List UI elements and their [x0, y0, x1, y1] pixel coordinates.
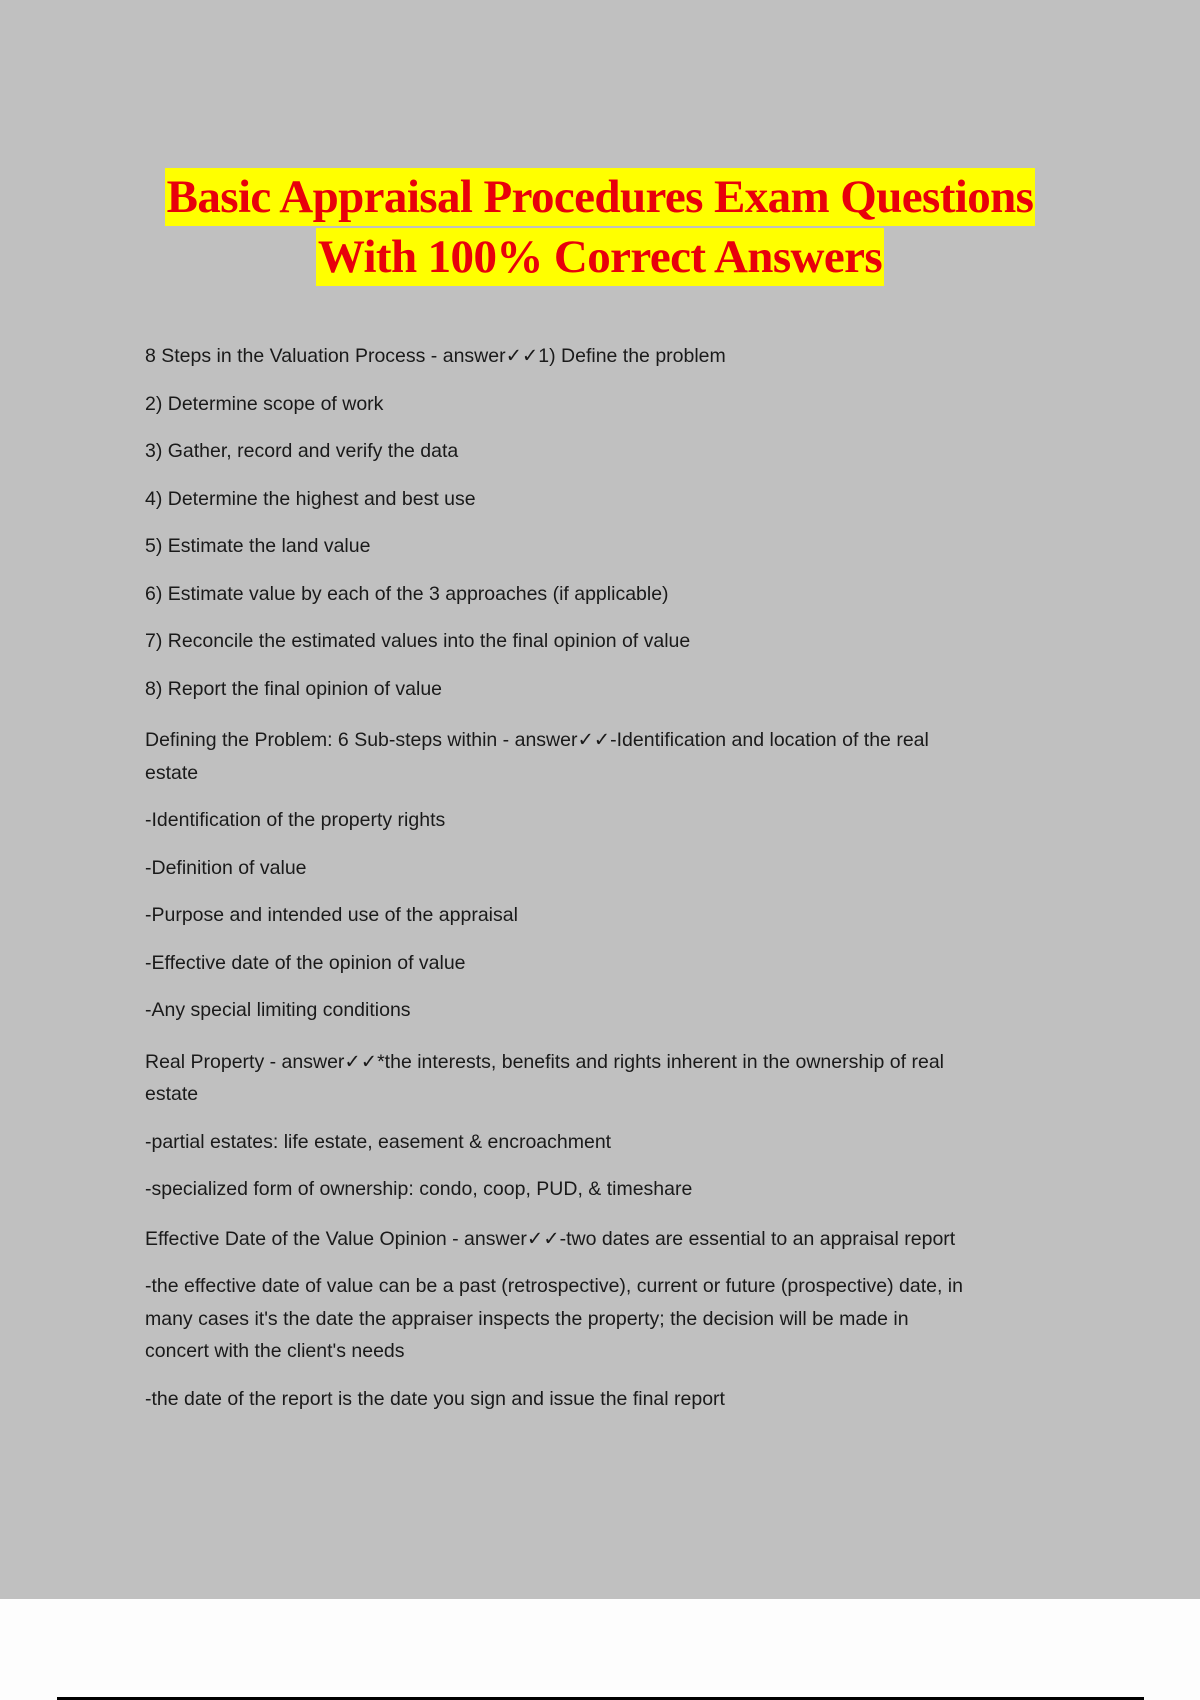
qa-paragraph	[145, 724, 1095, 789]
paragraph-line: -the effective date of value can be a past (retrospective), current or future (prospective) date, in	[145, 1275, 963, 1297]
paragraph-line: -Any special limiting conditions	[145, 999, 411, 1021]
paragraph-line: many cases it's the date the appraiser inspects the property; the decision will be made in	[145, 1307, 909, 1330]
paragraph-line: 8 Steps in the Valuation Process - answer✓✓1) Define the problem	[145, 345, 726, 367]
qa-paragraph	[145, 1223, 1095, 1256]
qa-paragraph	[145, 340, 1095, 373]
paragraph-line: 6) Estimate value by each of the 3 approaches (if applicable)	[145, 582, 669, 605]
qa-paragraph	[145, 625, 1095, 658]
document-body	[145, 340, 1095, 1415]
qa-paragraph	[145, 947, 1095, 980]
title-text-2: With 100% Correct Answers	[316, 228, 884, 286]
qa-paragraph	[145, 435, 1095, 468]
paragraph-line: -specialized form of ownership: condo, coop, PUD, & timeshare	[145, 1178, 693, 1200]
paragraph-line: Defining the Problem: 6 Sub-steps within - answer✓✓-Identification and location of the real	[145, 729, 929, 751]
document-title-line-1	[0, 168, 1200, 226]
qa-paragraph	[145, 673, 1095, 706]
paragraph-line: Real Property - answer✓✓*the interests, benefits and rights inherent in the ownership of real	[145, 1050, 945, 1073]
paragraph-line: 5) Estimate the land value	[145, 535, 371, 557]
paragraph-line: 8) Report the final opinion of value	[145, 677, 443, 700]
qa-paragraph	[145, 994, 1095, 1027]
qa-paragraph	[145, 852, 1095, 885]
qa-paragraph	[145, 483, 1095, 516]
paragraph-line: -Identification of the property rights	[145, 809, 446, 831]
qa-paragraph	[145, 388, 1095, 421]
qa-paragraph	[145, 899, 1095, 932]
paragraph-line: -Definition of value	[145, 856, 307, 879]
qa-paragraph	[145, 1173, 1095, 1206]
document-title-line-2	[0, 228, 1200, 286]
paragraph-line: estate	[145, 761, 199, 784]
paragraph-line: concert with the client's needs	[145, 1340, 405, 1362]
paragraph-line: 2) Determine scope of work	[145, 392, 384, 415]
paragraph-line: Effective Date of the Value Opinion - answer✓✓-two dates are essential to an appraisal report	[145, 1227, 956, 1250]
paragraph-line: -the date of the report is the date you sign and issue the final report	[145, 1387, 725, 1410]
paragraph-line: -partial estates: life estate, easement & encroachment	[145, 1130, 612, 1153]
paragraph-line: -Effective date of the opinion of value	[145, 951, 466, 974]
paragraph-line: 7) Reconcile the estimated values into the final opinion of value	[145, 630, 691, 652]
qa-paragraph	[145, 578, 1095, 611]
qa-paragraph	[145, 530, 1095, 563]
paragraph-line: -Purpose and intended use of the appraisal	[145, 904, 518, 926]
paragraph-line: 4) Determine the highest and best use	[145, 487, 476, 510]
qa-paragraph	[145, 1126, 1095, 1159]
title-text-1: Basic Appraisal Procedures Exam Questions	[165, 168, 1036, 226]
qa-paragraph	[145, 1046, 1095, 1111]
paragraph-line: 3) Gather, record and verify the data	[145, 440, 459, 462]
qa-paragraph	[145, 1270, 1095, 1368]
qa-paragraph	[145, 804, 1095, 837]
paragraph-line: estate	[145, 1083, 199, 1105]
qa-paragraph	[145, 1383, 1095, 1416]
